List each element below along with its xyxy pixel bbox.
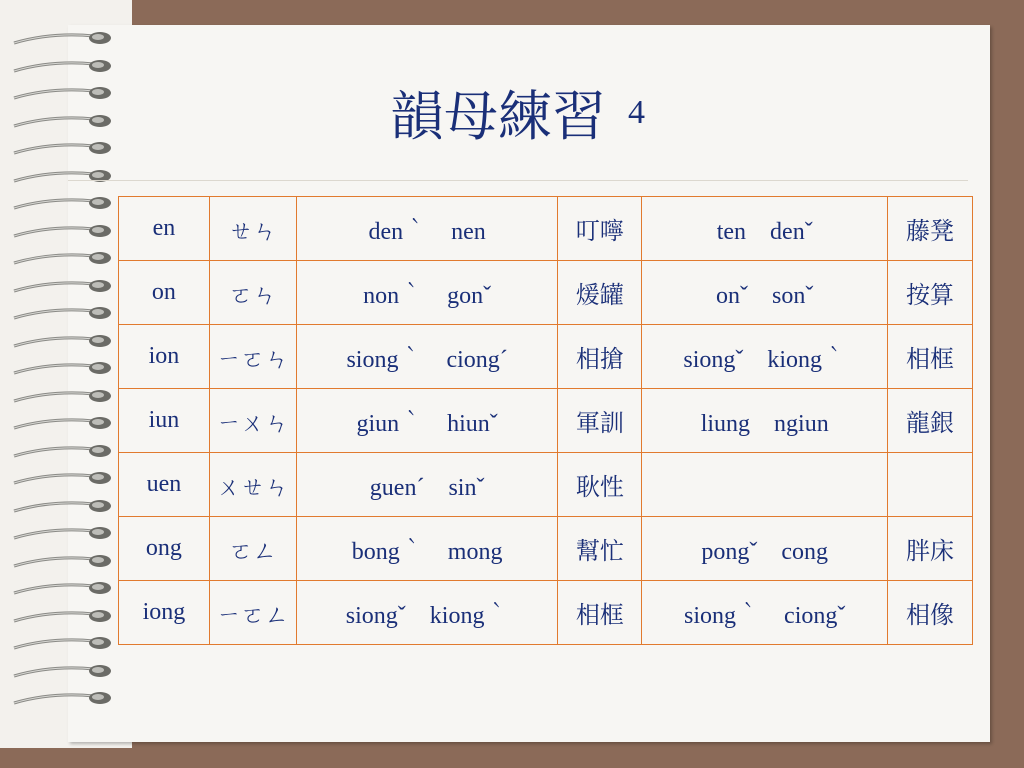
spiral-ring: [12, 30, 116, 46]
spiral-ring: [12, 140, 116, 156]
word-1-cell: 耿性: [558, 453, 642, 517]
spiral-ring: [12, 498, 116, 514]
slide-number: 4: [628, 93, 645, 131]
word-1-cell: 軍訓: [558, 389, 642, 453]
spiral-ring: [12, 223, 116, 239]
word-1-cell: 相框: [558, 581, 642, 645]
title-divider: [68, 180, 968, 181]
zhuyin-cell: ㄧㄛㄥ: [209, 581, 296, 645]
table-row: [119, 453, 973, 517]
spiral-ring: [12, 58, 116, 74]
spiral-ring: [12, 278, 116, 294]
spiral-ring: [12, 415, 116, 431]
spiral-ring: [12, 168, 116, 184]
spiral-ring: [12, 333, 116, 349]
word-2-cell: 相像: [888, 581, 973, 645]
pinyin-pair-2-cell: siongˇ kiong｀: [642, 325, 888, 389]
spiral-ring: [12, 113, 116, 129]
spiral-ring: [12, 470, 116, 486]
spiral-binding: [12, 30, 116, 740]
word-1-cell: 叮嚀: [558, 197, 642, 261]
pinyin-pair-1-cell: bong｀ mong: [296, 517, 558, 581]
pinyin-pair-2-cell: pongˇ cong: [642, 517, 888, 581]
word-1-cell: 煖罐: [558, 261, 642, 325]
zhuyin-cell: ㄛㄥ: [209, 517, 296, 581]
table-row: [119, 389, 973, 453]
spiral-ring: [12, 553, 116, 569]
word-2-cell: 相框: [888, 325, 973, 389]
pinyin-pair-2-cell: onˇ sonˇ: [642, 261, 888, 325]
zhuyin-cell: ㄧㄛㄣ: [209, 325, 296, 389]
spiral-ring: [12, 663, 116, 679]
spiral-ring: [12, 85, 116, 101]
pinyin-pair-1-cell: den｀ nen: [296, 197, 558, 261]
table-row: [119, 261, 973, 325]
pinyin-pair-1-cell: siongˇ kiong｀: [296, 581, 558, 645]
spiral-ring: [12, 525, 116, 541]
spiral-ring: [12, 580, 116, 596]
pinyin-pair-2-cell: liung ngiun: [642, 389, 888, 453]
zhuyin-cell: ㄝㄣ: [209, 197, 296, 261]
pinyin-pair-1-cell: giun｀ hiunˇ: [296, 389, 558, 453]
word-1-cell: 幫忙: [558, 517, 642, 581]
zhuyin-cell: ㄧㄨㄣ: [209, 389, 296, 453]
word-1-cell: 相搶: [558, 325, 642, 389]
pinyin-pair-2-cell: siong｀ ciongˇ: [642, 581, 888, 645]
pinyin-pair-1-cell: siong｀ ciongˊ: [296, 325, 558, 389]
spiral-ring: [12, 250, 116, 266]
rime-cell: en: [119, 197, 210, 261]
word-2-cell: 藤凳: [888, 197, 973, 261]
spiral-ring: [12, 635, 116, 651]
rime-cell: uen: [119, 453, 210, 517]
zhuyin-cell: ㄨㄝㄣ: [209, 453, 296, 517]
rime-cell: ong: [119, 517, 210, 581]
word-2-cell: 胖床: [888, 517, 973, 581]
pinyin-pair-1-cell: non｀ gonˇ: [296, 261, 558, 325]
rime-cell: on: [119, 261, 210, 325]
spiral-ring: [12, 360, 116, 376]
table-row: [119, 197, 973, 261]
slide-title-text: 韻母練習: [390, 87, 606, 147]
pinyin-pair-1-cell: guenˊ sinˇ: [296, 453, 558, 517]
rime-cell: ion: [119, 325, 210, 389]
spiral-ring: [12, 388, 116, 404]
spiral-ring: [12, 195, 116, 211]
zhuyin-cell: ㄛㄣ: [209, 261, 296, 325]
slide-title: [390, 74, 790, 147]
table-row: [119, 325, 973, 389]
rime-cell: iun: [119, 389, 210, 453]
spiral-ring: [12, 608, 116, 624]
rime-cell: iong: [119, 581, 210, 645]
spiral-ring: [12, 443, 116, 459]
pinyin-pair-2-cell: ten denˇ: [642, 197, 888, 261]
word-2-cell: 龍銀: [888, 389, 973, 453]
spiral-ring: [12, 305, 116, 321]
table-row: [119, 517, 973, 581]
word-2-cell: 按算: [888, 261, 973, 325]
rime-practice-table: [118, 196, 973, 645]
table-row: [119, 581, 973, 645]
spiral-ring: [12, 690, 116, 706]
pinyin-pair-2-cell: [642, 453, 888, 517]
word-2-cell: [888, 453, 973, 517]
